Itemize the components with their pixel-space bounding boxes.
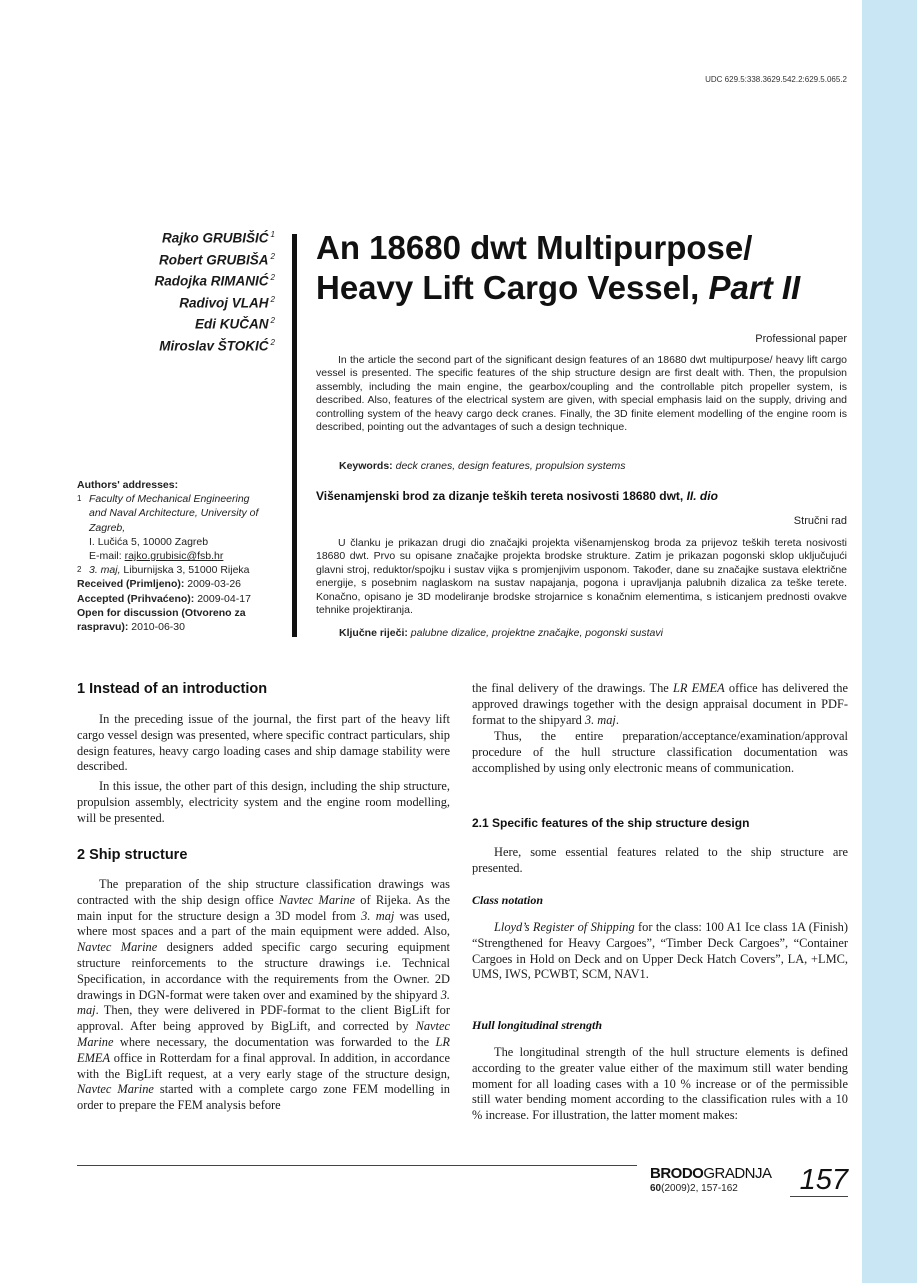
author-list xyxy=(60,226,275,355)
footer-rule xyxy=(77,1165,637,1166)
email-link[interactable]: rajko.grubisic@fsb.hr xyxy=(124,550,224,563)
author-name: Rajko GRUBIŠIĆ $^1$ xyxy=(162,230,275,246)
paragraph: The longitudinal strength of the hull structure elements is defined according to the greater value either of the maximum still water bending moment for all loading cases with a 10 % increase or of the permissible still water bending moment according to the classification rules with a 10 % increase. For illustration, the latter moment makes: xyxy=(472,1045,848,1123)
keywords-english: Keywords: deck cranes, design features, propulsion systems xyxy=(339,460,626,472)
paper-type-croatian: Stručni rad xyxy=(793,515,847,527)
section-heading: 1 Instead of an introduction xyxy=(77,681,268,697)
keywords-croatian: Ključne riječi: palubne dizalice, projektne značajke, pogonski sustavi xyxy=(339,627,663,639)
paragraph: Here, some essential features related to the ship structure are presented. xyxy=(472,845,848,875)
udc-code: UDC 629.5:338.3629.542.2:629.5.065.2 xyxy=(705,75,847,84)
paragraph: the final delivery of the drawings. The LR EMEA office has delivered the approved drawings together with the design appraisal document in PDF-format to the shipyard 3. maj. xyxy=(472,681,848,727)
paragraph: Thus, the entire preparation/acceptance/examination/approval procedure of the hull structure classification documentation was accomplished by using only electronic means of communication. xyxy=(472,729,848,775)
journal-citation: 60(2009)2, 157-162 xyxy=(650,1183,738,1194)
paragraph: In the preceding issue of the journal, the first part of the heavy lift cargo vessel design was presented, where specific contract particulars, ship design features, heavy cargo loading cases and ship damage stability were described. xyxy=(77,712,450,774)
journal-logo: BRODOGRADNJA xyxy=(650,1165,772,1182)
abstract-english: In the article the second part of the significant design features of an 18680 dwt multipurpose/ heavy lift cargo vessel is presented. The specific features of the ship structure design are first dealt with. Then, the propulsion assembly, including the main engine, the gearbox/coupling and the controllable pitch propeller system, is described. Also, features of the electrical system are given, with special emphasis laid on the supply, driving and controlling system of the heavy cargo deck cranes. Finally, the 3D finite element modelling of the engine room is described, pointing out the advantages of such a design technique. xyxy=(316,354,847,434)
article-title: An 18680 dwt Multipurpose/ Heavy Lift Cargo Vessel, Part II xyxy=(316,229,801,306)
paragraph: The preparation of the ship structure classification drawings was contracted with the ship design office Navtec Marine of Rijeka. As the main input for the structure design a 3D model from 3. maj was used, where most spaces and a part of the main equipment were added. Also, Navtec Marine designers added specific cargo securing equipment structure reinforcements to the structure drawings i.e. Technical Specification, in accordance with the requirements from the Owner. 2D drawings in DGN-format were taken over and examined by the shipyard 3. maj. Then, they were delivered in PDF-format to the client BigLift for approval. After being approved by BigLift, and corrected by Navtec Marine where necessary, the documentation was forwarded to the LR EMEA office in Rotterdam for a final approval. In addition, in accordance with the BigLift request, at a very early stage of the structure design, Navtec Marine started with a complete cargo zone FEM modelling in order to prepare the FEM analysis before xyxy=(77,877,450,1113)
paragraph: Lloyd’s Register of Shipping for the class: 100 A1 Ice class 1A (Finish) “Strengthened for Heavy Cargoes”, “Timber Deck Cargoes”, “Container Cargoes in Hold on Deck and on Upper Deck Hatch Covers”, LA, +LMC, UMS, IWS, PCWBT, SCM, NAV1. xyxy=(472,920,848,982)
abstract-croatian: U članku je prikazan drugi dio značajki projekta višenamjenskog broda za prijevoz teških tereta nosivosti 18680 dwt. Prvo su opisane značajke projekta brodske strukture. Zatim je prikazan pogonski sklop uključujući glavni stroj, reduktor/spojku i sustav vijka s promjenjivim usponom. Također, dane su značajke sustava električne energije, s posebnim naglaskom na sustav napajanja, pogona i upravljanja palubnih dizalica za teške terete. Konačno, opisano je 3D modeliranje brodske strojarnice s konačnim elementima, s isticanjem prednosti ovakve tehnike projektiranja. xyxy=(316,537,847,617)
author-addresses: Authors' addresses: 1 Faculty of Mechanical Engineering and Naval Architecture, University of Zagreb, I. Lučića 5, 10000 Zagreb E-mail: rajko.grubisic@fsb.hr 2 3. maj, Liburnijska 3, 51000 Rijeka Received (Primljeno): 2009-03-26 Accepted (Prihvaćeno): 2009-04-17 Open for discussion (Otvoreno za raspravu): 2010-06-30 xyxy=(77,479,259,634)
subsection-heading: 2.1 Specific features of the ship structure design xyxy=(472,816,750,830)
author-name: Miroslav ŠTOKIĆ $^2$ xyxy=(159,337,275,353)
author-name: Radojka RIMANIĆ $^2$ xyxy=(154,273,275,289)
sub-subheading: Hull longitudinal strength xyxy=(472,1018,603,1032)
sub-subheading: Class notation xyxy=(472,893,544,907)
vertical-divider xyxy=(292,234,297,637)
section-heading: 2 Ship structure xyxy=(77,847,188,863)
sidebar-color-band xyxy=(862,0,917,1283)
croatian-title: Višenamjenski brod za dizanje teških tereta nosivosti 18680 dwt, II. dio xyxy=(316,489,718,503)
page-number: 157 xyxy=(790,1164,848,1197)
author-name: Robert GRUBIŠA $^2$ xyxy=(159,251,275,267)
paper-type: Professional paper xyxy=(755,333,847,345)
author-name: Edi KUČAN $^2$ xyxy=(195,316,275,332)
author-name: Radivoj VLAH $^2$ xyxy=(179,294,275,310)
paragraph: In this issue, the other part of this design, including the ship structure, propulsion assembly, electricity system and the engine room modelling, will be presented. xyxy=(77,779,450,825)
